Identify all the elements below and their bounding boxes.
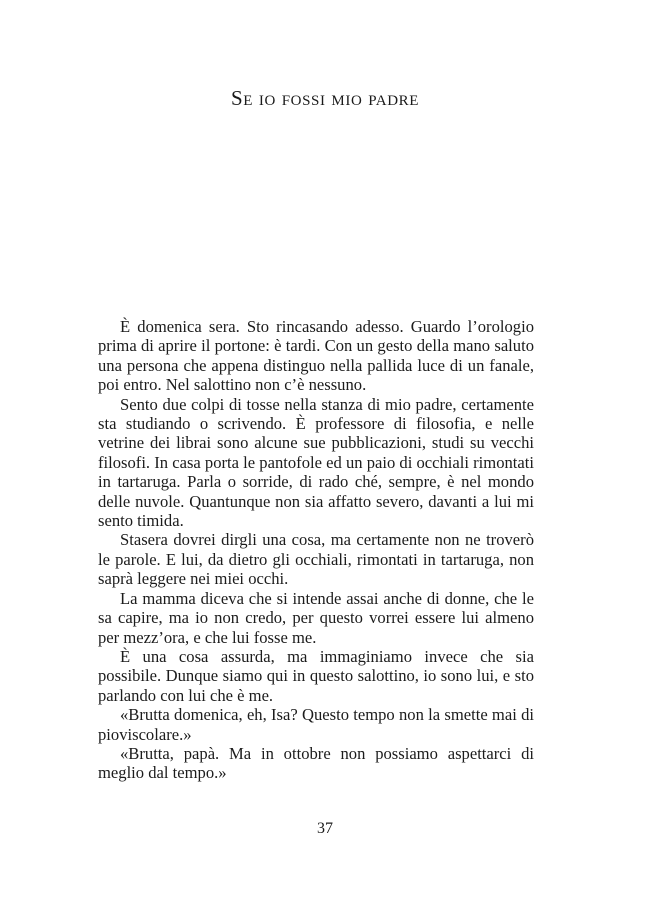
paragraph: «Brutta domenica, eh, Isa? Questo tempo non la smette mai di pioviscolare.» — [98, 705, 534, 744]
paragraph: «Brutta, papà. Ma in ottobre non possiamo aspettarci di meglio dal tempo.» — [98, 743, 534, 783]
paragraph: Stasera dovrei dirgli una cosa, ma certamente non ne troverò le parole. E lui, da dietro gli occhiali, rimontati in tartaruga, non saprà leggere nei miei occhi. — [98, 530, 534, 589]
body-text — [98, 317, 534, 783]
paragraph: Sento due colpi di tosse nella stanza di mio padre, certamente sta studiando o scrivendo. È professore di filosofia, e nelle vetrine dei librai sono alcune sue pubblicazioni, studi su vecchi filosofi. In casa porta le pantofole ed un paio di occhiali rimontati in tartaruga. Parla o sorride, di rado ché, sempre, è nel mondo delle nuvole. Quantunque non sia affatto severo, davanti a lui mi sento timida. — [98, 394, 534, 531]
paragraph: La mamma diceva che si intende assai anche di donne, che le sa capire, ma io non credo, per questo vorrei essere lui almeno per mezz’ora, e che lui fosse me. — [98, 588, 534, 647]
chapter-title: Se io fossi mio padre — [230, 86, 420, 110]
paragraph: È una cosa assurda, ma immaginiamo invece che sia possibile. Dunque siamo qui in questo salottino, io sono lui, e sto parlando con lui che è me. — [98, 646, 534, 705]
page-number: 37 — [317, 820, 333, 837]
paragraph: È domenica sera. Sto rincasando adesso. Guardo l’orologio prima di aprire il portone: è tardi. Con un gesto della mano saluto una persona che appena distinguo nella pallida luce di un fanale, poi entro. Nel salottino non c’è nessuno. — [98, 317, 534, 395]
